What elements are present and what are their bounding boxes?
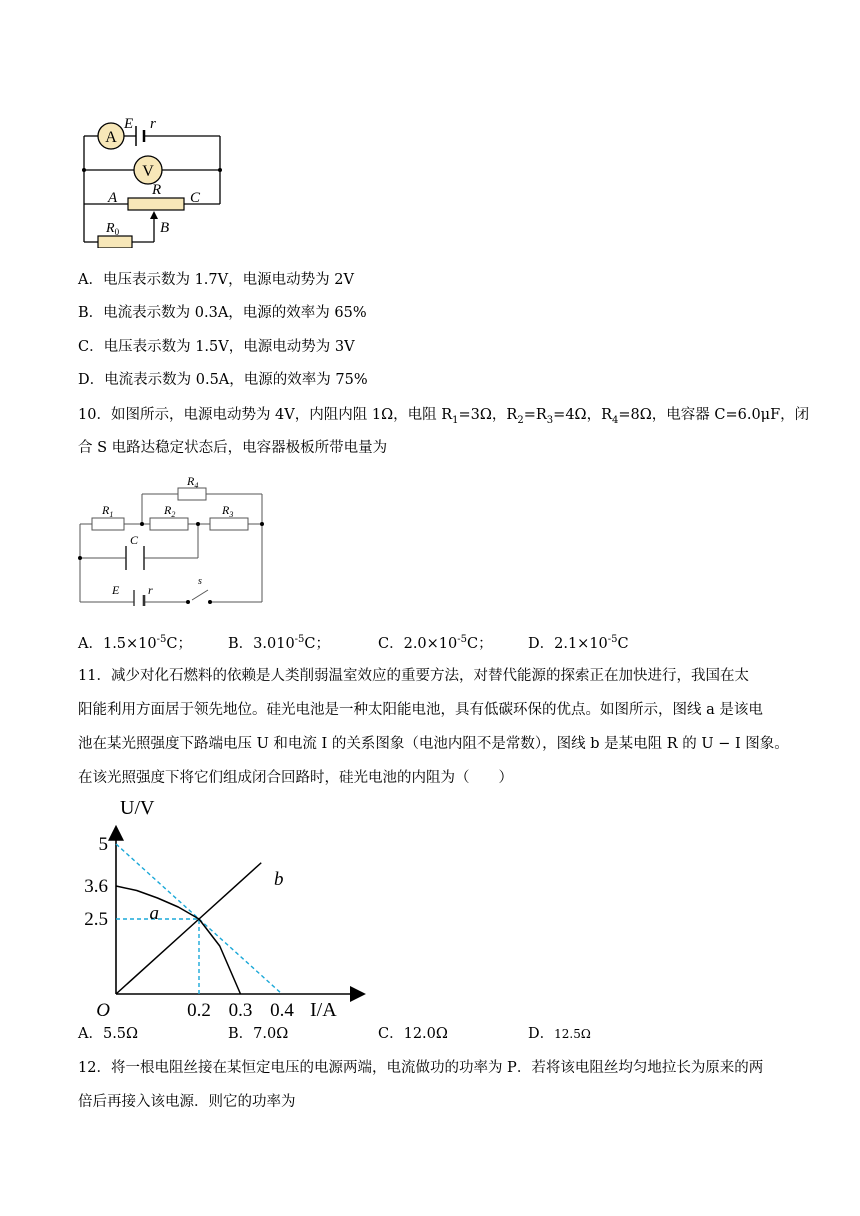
r2-label: $R_2$ xyxy=(164,503,176,519)
q11-stem-line3: 池在某光照强度下路端电压 U 和电流 I 的关系图象（电池内阻不是常数），图线 b 是某电阻 R 的 U − I 图象。 xyxy=(78,736,789,752)
q10-stem-line1: 10．如图所示，电源电动势为 4V，内阻内阻 1Ω，电阻 $R_1=3\Omega$，$R_2=R_3=4\Omega$，$R_4=8\Omega$，电容器 C=6.0μF，闭 xyxy=(78,407,810,426)
emf-label: E xyxy=(124,116,134,132)
u-i-chart xyxy=(76,796,366,1018)
q12-stem-line2: 倍后再接入该电源．则它的功率为 xyxy=(78,1094,296,1110)
y-tick-label: 3.6 xyxy=(84,876,108,897)
r1-label: $R_1$ xyxy=(102,503,114,519)
origin-label: O xyxy=(96,1000,110,1018)
q11-option-a: A．5.5Ω xyxy=(78,1026,139,1042)
q10-option-b: B．$3.010^{-5}C$； xyxy=(228,634,331,652)
r0-label: $R_0$ xyxy=(106,221,120,237)
circuit-figure-1 xyxy=(78,112,228,248)
x-tick-label: 0.4 xyxy=(270,1000,294,1018)
x-tick-label: 0.3 xyxy=(228,1000,253,1018)
q12-stem-line1: 12．将一根电阻丝接在某恒定电压的电源两端，电流做功的功率为 P．若将该电阻丝均匀地拉长为原来的两 xyxy=(78,1060,764,1076)
internal-r-label-2: r xyxy=(148,583,153,597)
q9-option-d: D．电流表示数为 0.5A，电源的效率为 75% xyxy=(78,372,368,388)
series-b-label: b xyxy=(274,869,284,890)
emf-label-2: E xyxy=(112,583,120,597)
y-tick-label: 2.5 xyxy=(84,909,108,930)
q9-option-c: C．电压表示数为 1.5V，电源电动势为 3V xyxy=(78,339,355,355)
q9-option-b: B．电流表示数为 0.3A，电源的效率为 65% xyxy=(78,305,367,321)
capacitor-label: C xyxy=(130,533,139,547)
voltmeter-label: V xyxy=(142,163,154,180)
switch-label: s xyxy=(198,576,202,587)
q11-stem-line2: 阳能利用方面居于领先地位。硅光电池是一种太阳能电池，具有低碳环保的优点。如图所示，图线 a 是该电 xyxy=(78,702,763,718)
point-a-label: A xyxy=(108,190,118,206)
q10-option-c: C．$2.0\times 10^{-5}C$； xyxy=(378,634,493,652)
y-axis-label: U/V xyxy=(120,797,155,819)
point-b-label: B xyxy=(160,220,170,236)
q11-option-c: C．12.0Ω xyxy=(378,1026,448,1042)
circuit-figure-2 xyxy=(74,474,270,606)
y-tick-label: 5 xyxy=(98,834,108,855)
q11-stem-line1: 11．减少对化石燃料的依赖是人类削弱温室效应的重要方法，对替代能源的探索正在加快进行，我国在太 xyxy=(78,668,749,684)
q10-stem-line2: 合 S 电路达稳定状态后，电容器极板所带电量为 xyxy=(78,440,388,456)
x-tick-label: 0.2 xyxy=(187,1000,211,1018)
point-c-label: C xyxy=(190,190,201,206)
q10-option-d: D．$2.1\times 10^{-5}C$ xyxy=(528,634,629,652)
ammeter-label: A xyxy=(105,129,117,146)
series-a-label: a xyxy=(149,903,159,924)
series-b-line xyxy=(116,863,261,994)
r4-label: $R_4$ xyxy=(187,474,199,490)
q9-option-a: A．电压表示数为 1.7V，电源电动势为 2V xyxy=(78,272,354,288)
q11-option-b: B．7.0Ω xyxy=(228,1026,289,1042)
x-axis-label: I/A xyxy=(310,999,337,1018)
q11-stem-line4: 在该光照强度下将它们组成闭合回路时，硅光电池的内阻为（ ） xyxy=(78,770,513,786)
rheostat-label: R xyxy=(152,182,162,198)
q11-option-d: D．12.5Ω xyxy=(528,1026,591,1042)
q10-option-a: A．$1.5\times 10^{-5}C$； xyxy=(78,634,192,652)
r3-label: $R_3$ xyxy=(222,503,234,519)
internal-r-label: r xyxy=(150,116,156,132)
